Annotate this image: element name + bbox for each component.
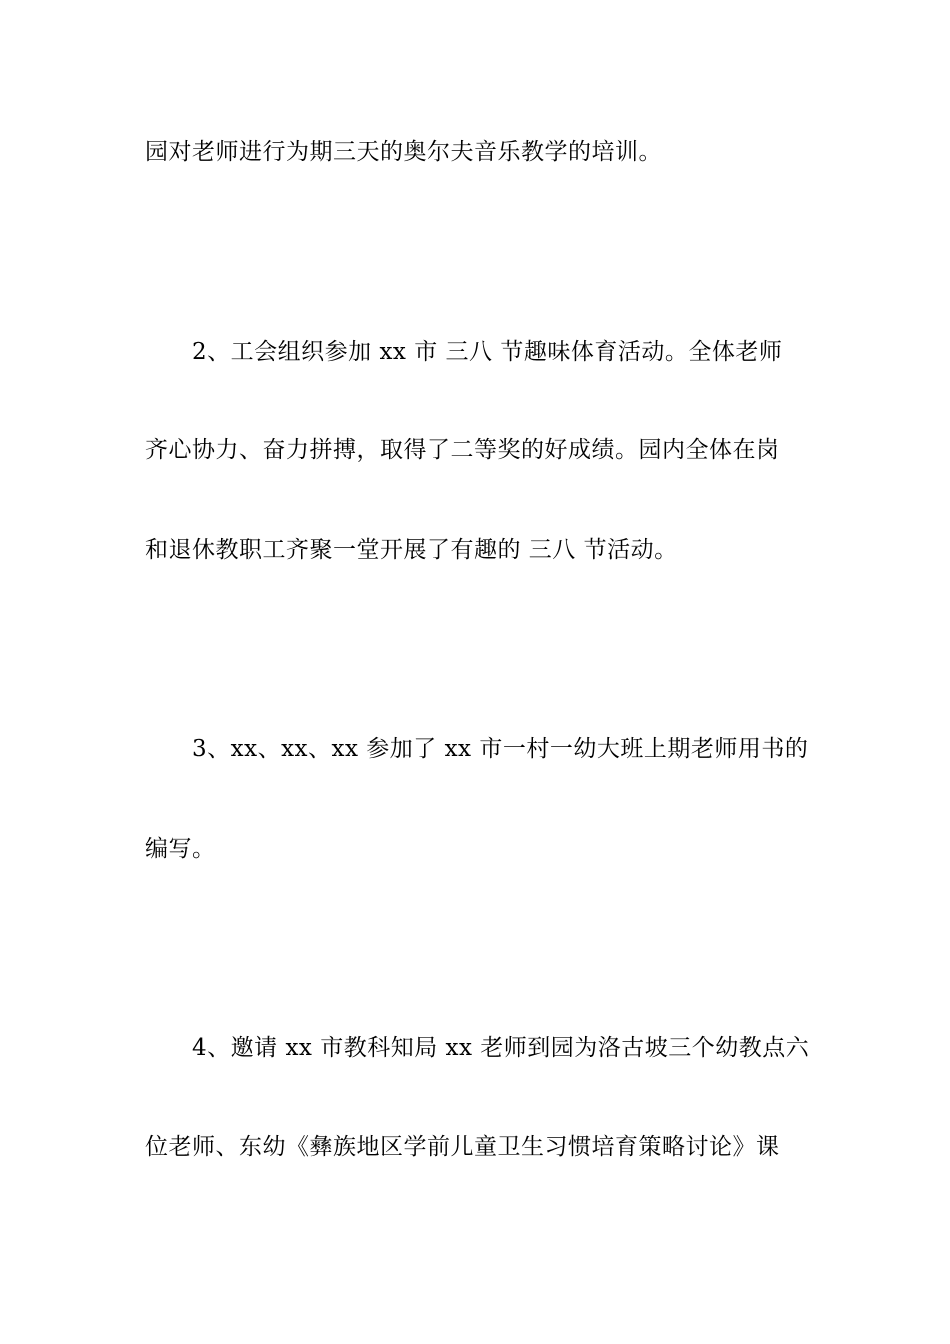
paragraph-2-line-2: 齐心协力、奋力拼搏，取得了二等奖的好成绩。园内全体在岗 — [145, 437, 780, 463]
paragraph-3-line-2: 编写。 — [145, 836, 216, 862]
paragraph-1-line-1: 园对老师进行为期三天的奥尔夫音乐教学的培训。 — [145, 139, 662, 165]
paragraph-2-line-3: 和退休教职工齐聚一堂开展了有趣的 三八 节活动。 — [145, 537, 678, 563]
paragraph-3-line-1: 3、xx、xx、xx 参加了 xx 市一村一幼大班上期老师用书的 — [192, 736, 809, 762]
paragraph-2-line-1: 2、工会组织参加 xx 市 三八 节趣味体育活动。全体老师 — [192, 339, 783, 365]
paragraph-4-line-2: 位老师、东幼《彝族地区学前儿童卫生习惯培育策略讨论》课 — [145, 1134, 780, 1160]
paragraph-4-line-1: 4、邀请 xx 市教科知局 xx 老师到园为洛古坡三个幼教点六 — [192, 1035, 810, 1061]
